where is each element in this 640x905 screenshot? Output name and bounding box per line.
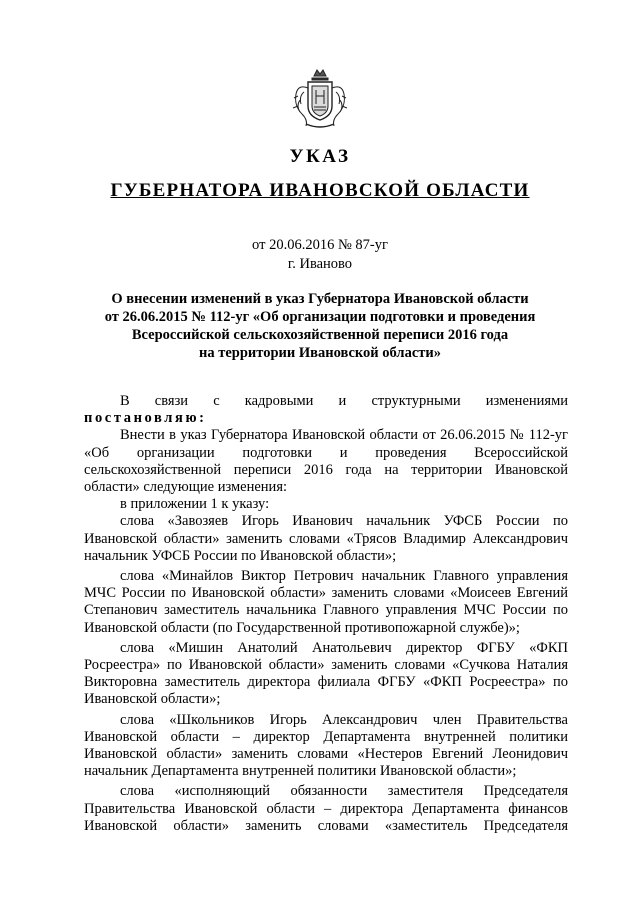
- document-title: УКАЗ: [289, 146, 351, 167]
- decree-subject: [60, 290, 580, 362]
- decree-word-line: [84, 410, 568, 427]
- paragraph: слова «исполняющий обязанности заместителя Председателя Правительства Ивановской области – директора Департамента финансов Ивановской области» заменить словами «заместитель Председателя: [84, 783, 568, 834]
- subject-line: Всероссийской сельскохозяйственной переписи 2016 года: [131, 327, 509, 343]
- paragraph: слова «Завозяев Игорь Иванович начальник УФСБ России по Ивановской области» заменить словами «Трясов Владимир Александрович начальник УФСБ России по Ивановской области»;: [84, 513, 568, 564]
- paragraph: в приложении 1 к указу:: [120, 496, 270, 513]
- decree-city: г. Иваново: [287, 256, 353, 272]
- paragraph: слова «Школьников Игорь Александрович член Правительства Ивановской области – директор Департамента внутренней политики Ивановской области» заменить словами «Нестеров Евгений Леонидович начальник Департамента внутренней политики Ивановской области»;: [84, 711, 568, 780]
- subject-line: О внесении изменений в указ Губернатора Ивановской области: [111, 291, 529, 307]
- paragraph: слова «Мишин Анатолий Анатольевич директор ФГБУ «ФКП Росреестра» по Ивановской области» заменить словами «Сучкова Наталия Викторовна заместитель директора филиала ФГБУ «ФКП Росреестра» по Ивановской области»;: [84, 639, 568, 708]
- decree-word: постановляю:: [84, 410, 207, 427]
- decree-body: [84, 393, 568, 835]
- subject-line: от 26.06.2015 № 112-уг «Об организации подготовки и проведения: [104, 309, 536, 325]
- intro-text: В связи с кадровыми и структурными изменениями: [120, 393, 568, 409]
- paragraph: слова «Минайлов Виктор Петрович начальник Главного управления МЧС России по Ивановской области» заменить словами «Моисеев Евгений Степанович заместитель начальника Главного управления МЧС России по Ивановской области (по Государственной противопожарной службе)»;: [84, 568, 568, 636]
- decree-date-number: от 20.06.2016 № 87-уг: [252, 237, 388, 253]
- document-subtitle: ГУБЕРНАТОРА ИВАНОВСКОЙ ОБЛАСТИ: [110, 180, 530, 201]
- coat-of-arms-icon: [290, 66, 350, 130]
- subject-line: на территории Ивановской области»: [199, 345, 441, 361]
- intro-paragraph: [84, 393, 568, 410]
- paragraph: Внести в указ Губернатора Ивановской области от 26.06.2015 № 112-уг «Об организации подготовки и проведения Всероссийской сельскохозяйственной переписи 2016 года на территории Ивановской области» следующие изменения:: [84, 427, 568, 496]
